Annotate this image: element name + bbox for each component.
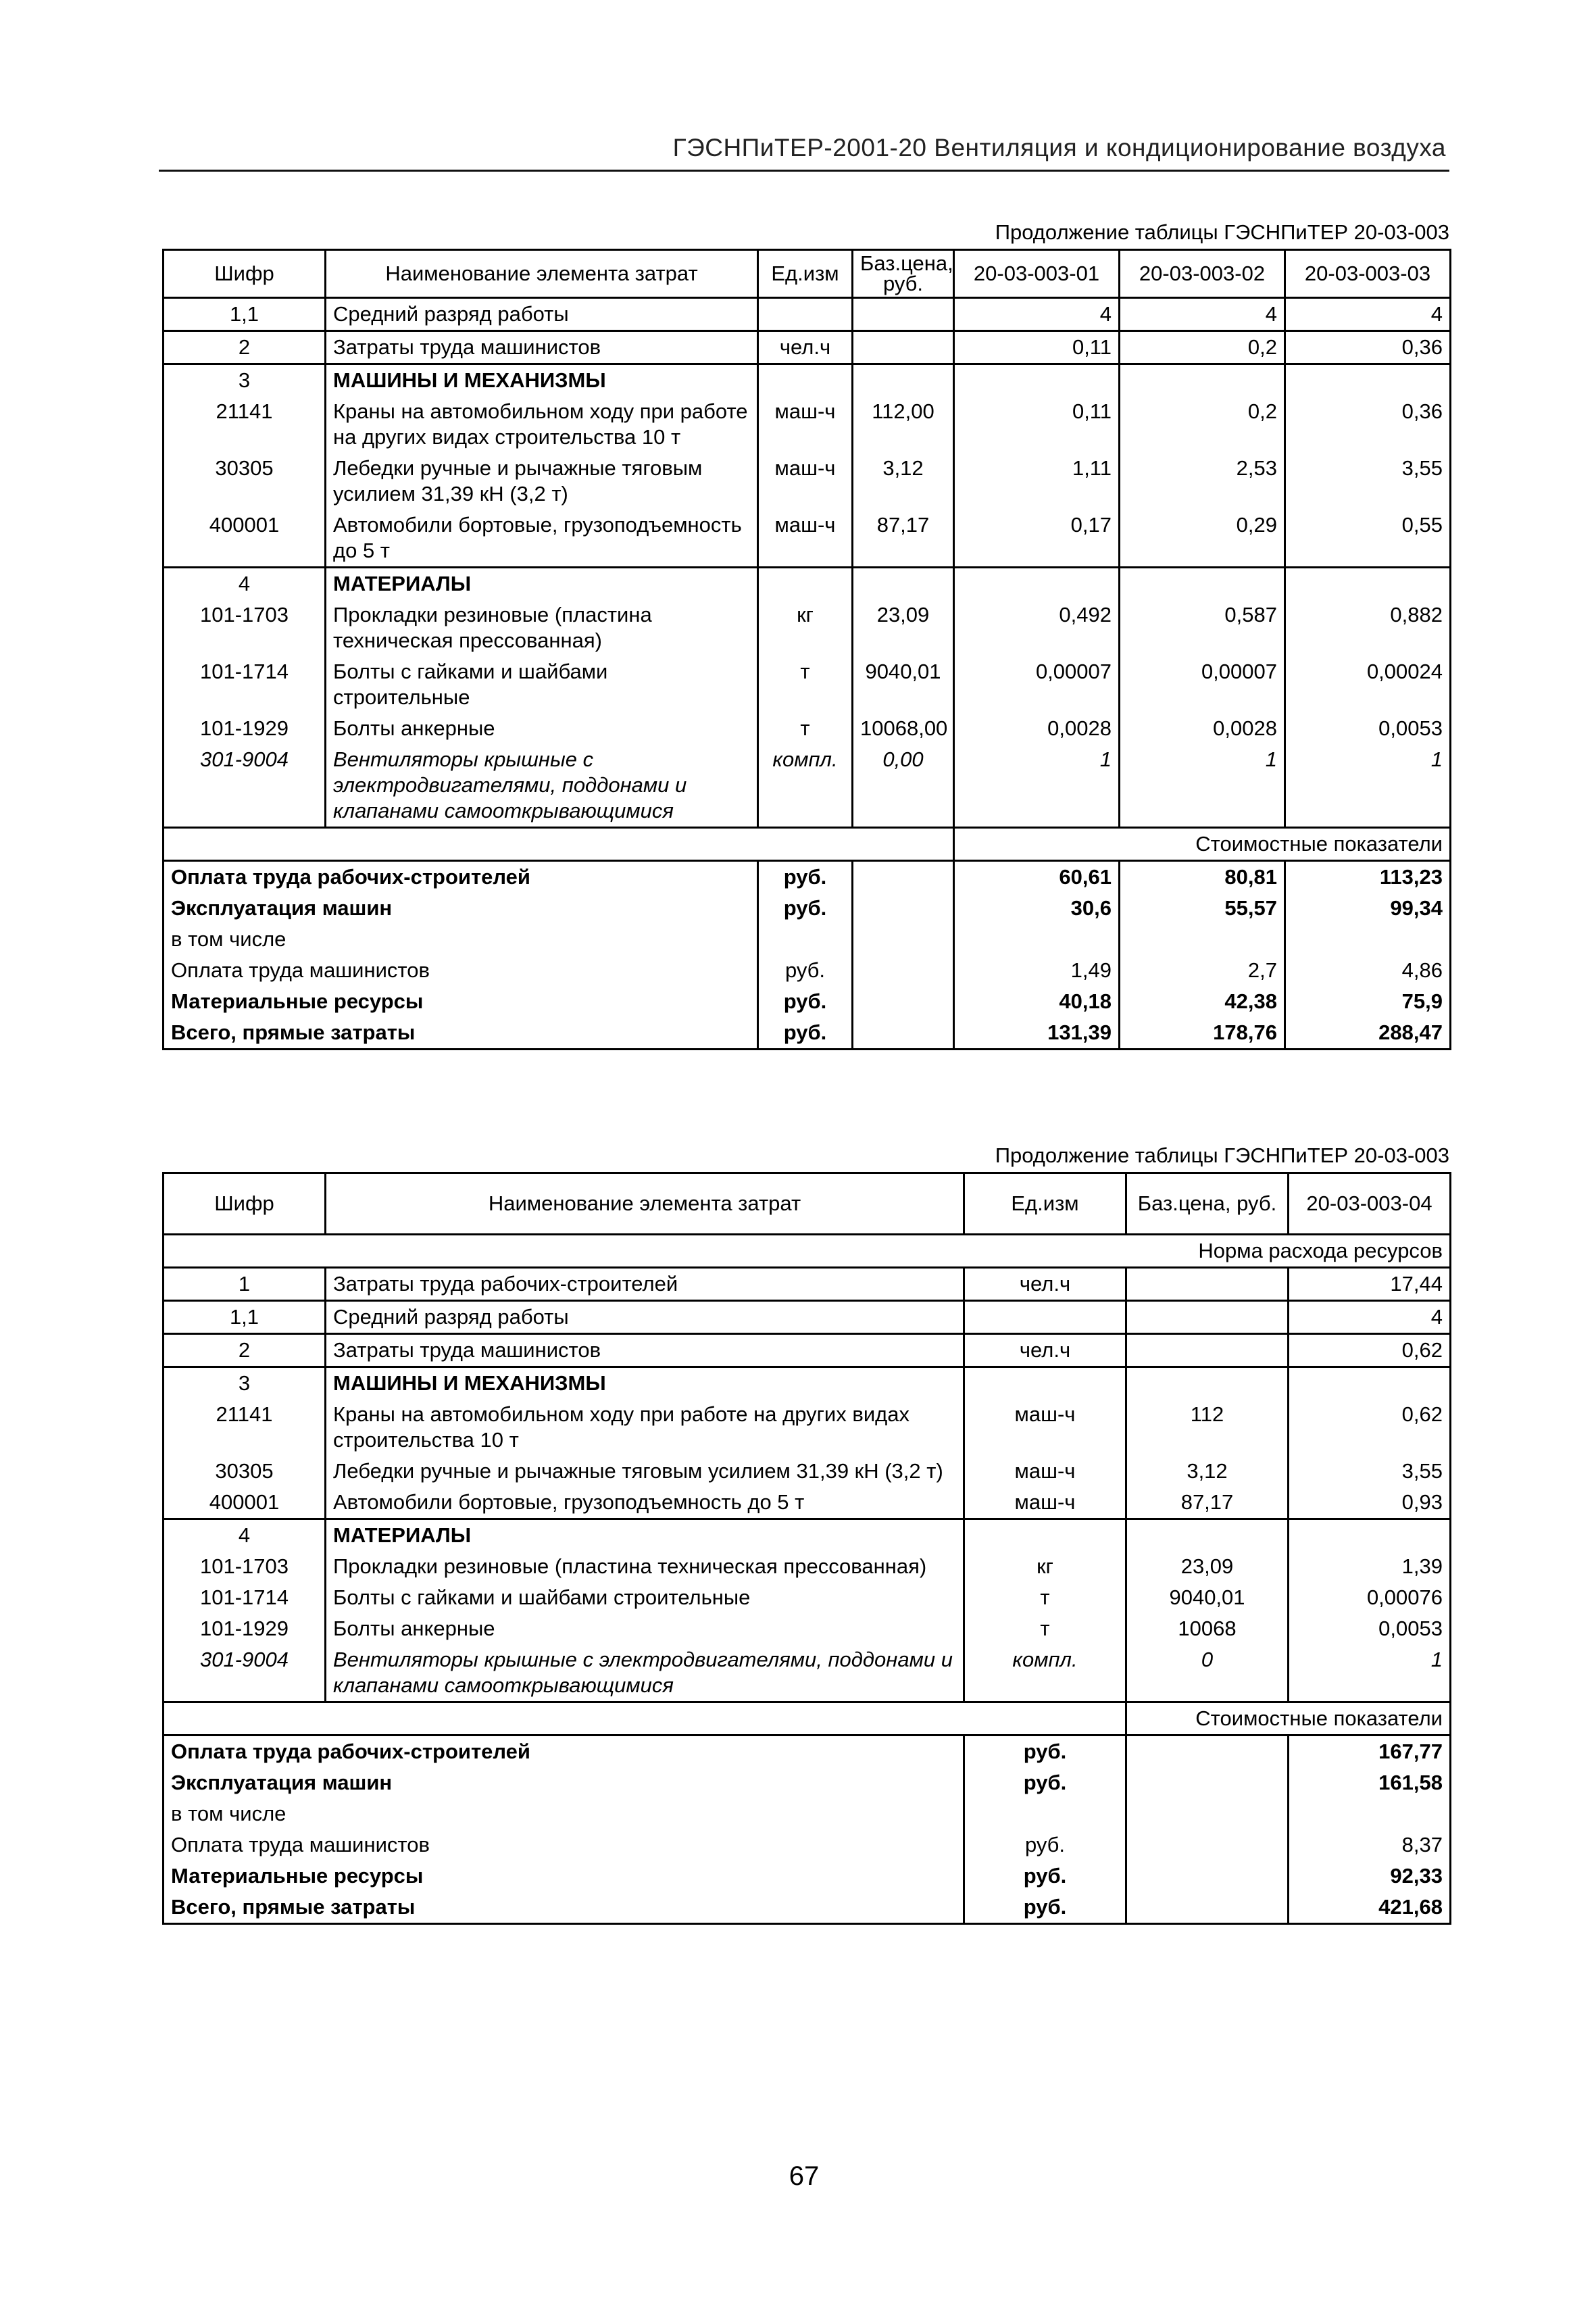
table-row (164, 1551, 1451, 1582)
row-code: 21141 (164, 1399, 326, 1456)
cost-price-blank (1126, 1736, 1289, 1768)
col-unit: Ед.изм (758, 250, 853, 298)
row-value-3: 0,36 (1285, 396, 1451, 453)
row-name: Краны на автомобильном ходу при работе на других видах строительства 10 т (326, 396, 758, 453)
row-code: 101-1929 (164, 713, 326, 744)
row-value-3 (1285, 568, 1451, 600)
cost-value-1: 1,49 (954, 955, 1120, 986)
row-value-1: 3,55 (1289, 1456, 1451, 1487)
cost-unit: руб. (964, 1829, 1126, 1861)
col-code: Шифр (164, 1173, 326, 1235)
row-name: МАШИНЫ И МЕХАНИЗМЫ (326, 1367, 964, 1400)
row-price: 9040,01 (1126, 1582, 1289, 1613)
cost-row (164, 986, 1451, 1017)
table-row (164, 331, 1451, 364)
table-row (164, 510, 1451, 568)
row-name: Болты анкерные (326, 713, 758, 744)
row-price: 10068 (1126, 1613, 1289, 1644)
cost-value-1: 421,68 (1289, 1892, 1451, 1924)
row-price (1126, 1301, 1289, 1334)
cost-value-1: 131,39 (954, 1017, 1120, 1050)
row-name: Болты с гайками и шайбами строительные (326, 656, 758, 713)
row-price: 87,17 (853, 510, 954, 568)
cost-value-1 (954, 924, 1120, 955)
cost-row (164, 1861, 1451, 1892)
cost-value-2 (1120, 924, 1285, 955)
cost-header: Стоимостные показатели (1126, 1702, 1451, 1736)
table-row (164, 1582, 1451, 1613)
table-row (164, 1301, 1451, 1334)
cost-value-1: 30,6 (954, 893, 1120, 924)
row-value-3: 4 (1285, 298, 1451, 331)
table-row (164, 298, 1451, 331)
row-unit: маш-ч (758, 510, 853, 568)
table-row (164, 713, 1451, 744)
col-price: Баз.цена, руб. (853, 250, 954, 298)
col-20-03-003-01: 20-03-003-01 (954, 250, 1120, 298)
cost-header-blank (164, 1702, 1126, 1736)
row-name: МАТЕРИАЛЫ (326, 568, 758, 600)
cost-label: Оплата труда рабочих-строителей (164, 861, 758, 893)
row-value-2: 0,0028 (1120, 713, 1285, 744)
row-value-1: 0,62 (1289, 1399, 1451, 1456)
table1-body (164, 298, 1451, 828)
row-value-2: 0,00007 (1120, 656, 1285, 713)
cost-label: в том числе (164, 924, 758, 955)
row-value-1 (1289, 1519, 1451, 1552)
cost-price-blank (1126, 1829, 1289, 1861)
col-price: Баз.цена, руб. (1126, 1173, 1289, 1235)
cost-row (164, 1767, 1451, 1798)
cost-row (164, 1798, 1451, 1829)
cost-unit: руб. (758, 861, 853, 893)
row-unit: т (758, 656, 853, 713)
col-20-03-003-03: 20-03-003-03 (1285, 250, 1451, 298)
table-row (164, 1268, 1451, 1301)
row-name: Средний разряд работы (326, 298, 758, 331)
row-price (853, 364, 954, 397)
row-code: 101-1714 (164, 1582, 326, 1613)
cost-row (164, 1829, 1451, 1861)
row-price: 23,09 (853, 599, 954, 656)
row-name: Болты с гайками и шайбами строительные (326, 1582, 964, 1613)
row-code: 21141 (164, 396, 326, 453)
row-code: 4 (164, 568, 326, 600)
row-value-3: 0,0053 (1285, 713, 1451, 744)
table-row (164, 656, 1451, 713)
table-row (164, 1519, 1451, 1552)
row-unit: маш-ч (758, 453, 853, 510)
row-unit: чел.ч (964, 1268, 1126, 1301)
table-row (164, 1399, 1451, 1456)
row-value-1 (954, 568, 1120, 600)
table-row (164, 599, 1451, 656)
table-row (164, 568, 1451, 600)
cost-unit: руб. (758, 893, 853, 924)
row-value-1: 0,00007 (954, 656, 1120, 713)
cost-unit (964, 1798, 1126, 1829)
cost-row (164, 1892, 1451, 1924)
cost-value-2: 42,38 (1120, 986, 1285, 1017)
row-name: Вентиляторы крышные с электродвигателями, поддонами и клапанами самооткрывающимися (326, 1644, 964, 1702)
row-code: 101-1714 (164, 656, 326, 713)
cost-value-2: 55,57 (1120, 893, 1285, 924)
row-price: 0 (1126, 1644, 1289, 1702)
row-value-3: 0,00024 (1285, 656, 1451, 713)
row-code: 1,1 (164, 298, 326, 331)
row-unit: компл. (964, 1644, 1126, 1702)
row-value-1: 1,11 (954, 453, 1120, 510)
cost-price-blank (853, 893, 954, 924)
row-code: 2 (164, 331, 326, 364)
cost-value-1 (1289, 1798, 1451, 1829)
cost-value-2: 80,81 (1120, 861, 1285, 893)
cost-price-blank (853, 861, 954, 893)
row-name: Затраты труда машинистов (326, 331, 758, 364)
resource-table-1 (162, 249, 1451, 1050)
cost-row (164, 861, 1451, 893)
row-unit (758, 568, 853, 600)
cost-value-3 (1285, 924, 1451, 955)
row-value-2: 0,2 (1120, 331, 1285, 364)
cost-label: Оплата труда рабочих-строителей (164, 1736, 964, 1768)
row-unit: маш-ч (758, 396, 853, 453)
row-name: Лебедки ручные и рычажные тяговым усилием 31,39 кН (3,2 т) (326, 1456, 964, 1487)
table2-body (164, 1268, 1451, 1702)
row-value-2: 1 (1120, 744, 1285, 828)
row-price (1126, 1334, 1289, 1367)
cost-header-blank (164, 828, 954, 861)
row-name: Прокладки резиновые (пластина техническая прессованная) (326, 599, 758, 656)
cost-row (164, 893, 1451, 924)
row-price: 112 (1126, 1399, 1289, 1456)
row-value-2 (1120, 364, 1285, 397)
cost-value-1: 40,18 (954, 986, 1120, 1017)
row-price: 0,00 (853, 744, 954, 828)
table-row (164, 1487, 1451, 1519)
cost-price-blank (1126, 1861, 1289, 1892)
cost-price-blank (1126, 1798, 1289, 1829)
table-row (164, 396, 1451, 453)
row-value-1: 1 (954, 744, 1120, 828)
row-value-1 (1289, 1367, 1451, 1400)
table2-continuation: Продолжение таблицы ГЭСНПиТЕР 20-03-003 (995, 1143, 1449, 1167)
row-name: Болты анкерные (326, 1613, 964, 1644)
row-value-3: 0,36 (1285, 331, 1451, 364)
row-unit: кг (964, 1551, 1126, 1582)
row-price: 3,12 (853, 453, 954, 510)
col-name: Наименование элемента затрат (326, 250, 758, 298)
table2-costs (164, 1702, 1451, 1924)
row-price: 23,09 (1126, 1551, 1289, 1582)
row-value-1: 4 (954, 298, 1120, 331)
cost-price-blank (1126, 1892, 1289, 1924)
cost-unit: руб. (964, 1736, 1126, 1768)
row-code: 3 (164, 1367, 326, 1400)
cost-unit: руб. (758, 1017, 853, 1050)
row-value-1: 17,44 (1289, 1268, 1451, 1301)
row-value-3: 0,882 (1285, 599, 1451, 656)
table1-header-row (164, 250, 1451, 298)
cost-unit: руб. (964, 1767, 1126, 1798)
cost-label: Эксплуатация машин (164, 1767, 964, 1798)
row-price (1126, 1268, 1289, 1301)
row-unit: кг (758, 599, 853, 656)
col-code: Шифр (164, 250, 326, 298)
cost-label: в том числе (164, 1798, 964, 1829)
row-unit (758, 298, 853, 331)
cost-value-2: 2,7 (1120, 955, 1285, 986)
cost-value-3: 4,86 (1285, 955, 1451, 986)
row-unit: маш-ч (964, 1487, 1126, 1519)
row-code: 101-1929 (164, 1613, 326, 1644)
row-value-2: 0,587 (1120, 599, 1285, 656)
table2-header-row (164, 1173, 1451, 1235)
cost-row (164, 955, 1451, 986)
page-number: 67 (789, 2161, 820, 2191)
cost-header: Стоимостные показатели (954, 828, 1451, 861)
row-unit: маш-ч (964, 1456, 1126, 1487)
row-unit: т (758, 713, 853, 744)
cost-header-row (164, 1702, 1451, 1736)
cost-value-3: 75,9 (1285, 986, 1451, 1017)
table-row (164, 1367, 1451, 1400)
table-row (164, 453, 1451, 510)
col-name: Наименование элемента затрат (326, 1173, 964, 1235)
row-name: Автомобили бортовые, грузоподъемность до 5 т (326, 1487, 964, 1519)
row-unit: чел.ч (758, 331, 853, 364)
row-name: Прокладки резиновые (пластина техническая прессованная) (326, 1551, 964, 1582)
row-name: Средний разряд работы (326, 1301, 964, 1334)
table-row (164, 1613, 1451, 1644)
row-value-1: 0,492 (954, 599, 1120, 656)
table-row (164, 1456, 1451, 1487)
row-unit (964, 1301, 1126, 1334)
cost-price-blank (1126, 1767, 1289, 1798)
row-value-3: 1 (1285, 744, 1451, 828)
row-name: МАШИНЫ И МЕХАНИЗМЫ (326, 364, 758, 397)
cost-value-1: 167,77 (1289, 1736, 1451, 1768)
cost-label: Всего, прямые затраты (164, 1892, 964, 1924)
cost-label: Всего, прямые затраты (164, 1017, 758, 1050)
row-code: 30305 (164, 453, 326, 510)
cost-price-blank (853, 1017, 954, 1050)
cost-price-blank (853, 955, 954, 986)
row-value-1: 1 (1289, 1644, 1451, 1702)
row-code: 30305 (164, 1456, 326, 1487)
cost-value-1: 92,33 (1289, 1861, 1451, 1892)
cost-row (164, 1736, 1451, 1768)
row-price (1126, 1367, 1289, 1400)
cost-unit: руб. (964, 1861, 1126, 1892)
table2-norm-header-row (164, 1235, 1451, 1268)
row-value-1: 0,11 (954, 331, 1120, 364)
norm-header: Норма расхода ресурсов (164, 1235, 1451, 1268)
cost-value-2: 178,76 (1120, 1017, 1285, 1050)
cost-label: Оплата труда машинистов (164, 955, 758, 986)
row-code: 101-1703 (164, 1551, 326, 1582)
running-header: ГЭСНПиТЕР-2001-20 Вентиляция и кондиционирование воздуха (672, 134, 1446, 162)
row-value-1: 0,0028 (954, 713, 1120, 744)
cost-value-1: 60,61 (954, 861, 1120, 893)
cost-header-row (164, 828, 1451, 861)
header-rule (159, 170, 1449, 172)
row-unit (758, 364, 853, 397)
row-name: Краны на автомобильном ходу при работе на других видах строительства 10 т (326, 1399, 964, 1456)
row-price (1126, 1519, 1289, 1552)
table-row (164, 1644, 1451, 1702)
row-name: Затраты труда рабочих-строителей (326, 1268, 964, 1301)
row-code: 400001 (164, 510, 326, 568)
cost-value-3: 99,34 (1285, 893, 1451, 924)
table1-costs (164, 828, 1451, 1050)
row-price: 3,12 (1126, 1456, 1289, 1487)
row-price (853, 331, 954, 364)
row-value-1: 0,11 (954, 396, 1120, 453)
row-price (853, 568, 954, 600)
table1-continuation: Продолжение таблицы ГЭСНПиТЕР 20-03-003 (995, 220, 1449, 244)
row-value-2: 0,29 (1120, 510, 1285, 568)
cost-row (164, 924, 1451, 955)
row-value-3: 3,55 (1285, 453, 1451, 510)
row-price: 112,00 (853, 396, 954, 453)
row-unit: т (964, 1582, 1126, 1613)
row-name: Затраты труда машинистов (326, 1334, 964, 1367)
row-value-1: 0,0053 (1289, 1613, 1451, 1644)
cost-price-blank (853, 986, 954, 1017)
row-code: 400001 (164, 1487, 326, 1519)
row-value-1: 0,93 (1289, 1487, 1451, 1519)
row-unit: компл. (758, 744, 853, 828)
row-value-1: 0,00076 (1289, 1582, 1451, 1613)
row-code: 2 (164, 1334, 326, 1367)
row-value-3 (1285, 364, 1451, 397)
table-row (164, 1334, 1451, 1367)
row-unit (964, 1519, 1126, 1552)
cost-price-blank (853, 924, 954, 955)
row-price: 10068,00 (853, 713, 954, 744)
row-price: 9040,01 (853, 656, 954, 713)
cost-unit: руб. (758, 955, 853, 986)
row-code: 301-9004 (164, 1644, 326, 1702)
cost-value-3: 288,47 (1285, 1017, 1451, 1050)
col-20-03-003-04: 20-03-003-04 (1289, 1173, 1451, 1235)
row-value-2: 0,2 (1120, 396, 1285, 453)
row-code: 3 (164, 364, 326, 397)
row-name: МАТЕРИАЛЫ (326, 1519, 964, 1552)
cost-unit: руб. (964, 1892, 1126, 1924)
cost-label: Оплата труда машинистов (164, 1829, 964, 1861)
row-unit: чел.ч (964, 1334, 1126, 1367)
cost-unit (758, 924, 853, 955)
row-unit: маш-ч (964, 1399, 1126, 1456)
col-unit: Ед.изм (964, 1173, 1126, 1235)
cost-value-1: 161,58 (1289, 1767, 1451, 1798)
cost-value-3: 113,23 (1285, 861, 1451, 893)
row-value-2: 4 (1120, 298, 1285, 331)
table-row (164, 364, 1451, 397)
row-code: 1 (164, 1268, 326, 1301)
cost-label: Материальные ресурсы (164, 986, 758, 1017)
row-value-1 (954, 364, 1120, 397)
row-value-1: 4 (1289, 1301, 1451, 1334)
resource-table-2 (162, 1172, 1451, 1925)
cost-value-1: 8,37 (1289, 1829, 1451, 1861)
row-code: 4 (164, 1519, 326, 1552)
row-code: 1,1 (164, 1301, 326, 1334)
row-unit (964, 1367, 1126, 1400)
table-row (164, 744, 1451, 828)
cost-row (164, 1017, 1451, 1050)
row-code: 301-9004 (164, 744, 326, 828)
row-value-1: 0,62 (1289, 1334, 1451, 1367)
row-value-3: 0,55 (1285, 510, 1451, 568)
row-value-1: 0,17 (954, 510, 1120, 568)
cost-label: Эксплуатация машин (164, 893, 758, 924)
cost-unit: руб. (758, 986, 853, 1017)
row-code: 101-1703 (164, 599, 326, 656)
row-value-2 (1120, 568, 1285, 600)
row-name: Лебедки ручные и рычажные тяговым усилием 31,39 кН (3,2 т) (326, 453, 758, 510)
cost-label: Материальные ресурсы (164, 1861, 964, 1892)
row-value-1: 1,39 (1289, 1551, 1451, 1582)
row-name: Автомобили бортовые, грузоподъемность до 5 т (326, 510, 758, 568)
col-20-03-003-02: 20-03-003-02 (1120, 250, 1285, 298)
row-price: 87,17 (1126, 1487, 1289, 1519)
row-price (853, 298, 954, 331)
row-name: Вентиляторы крышные с электродвигателями, поддонами и клапанами самооткрывающимися (326, 744, 758, 828)
row-unit: т (964, 1613, 1126, 1644)
row-value-2: 2,53 (1120, 453, 1285, 510)
